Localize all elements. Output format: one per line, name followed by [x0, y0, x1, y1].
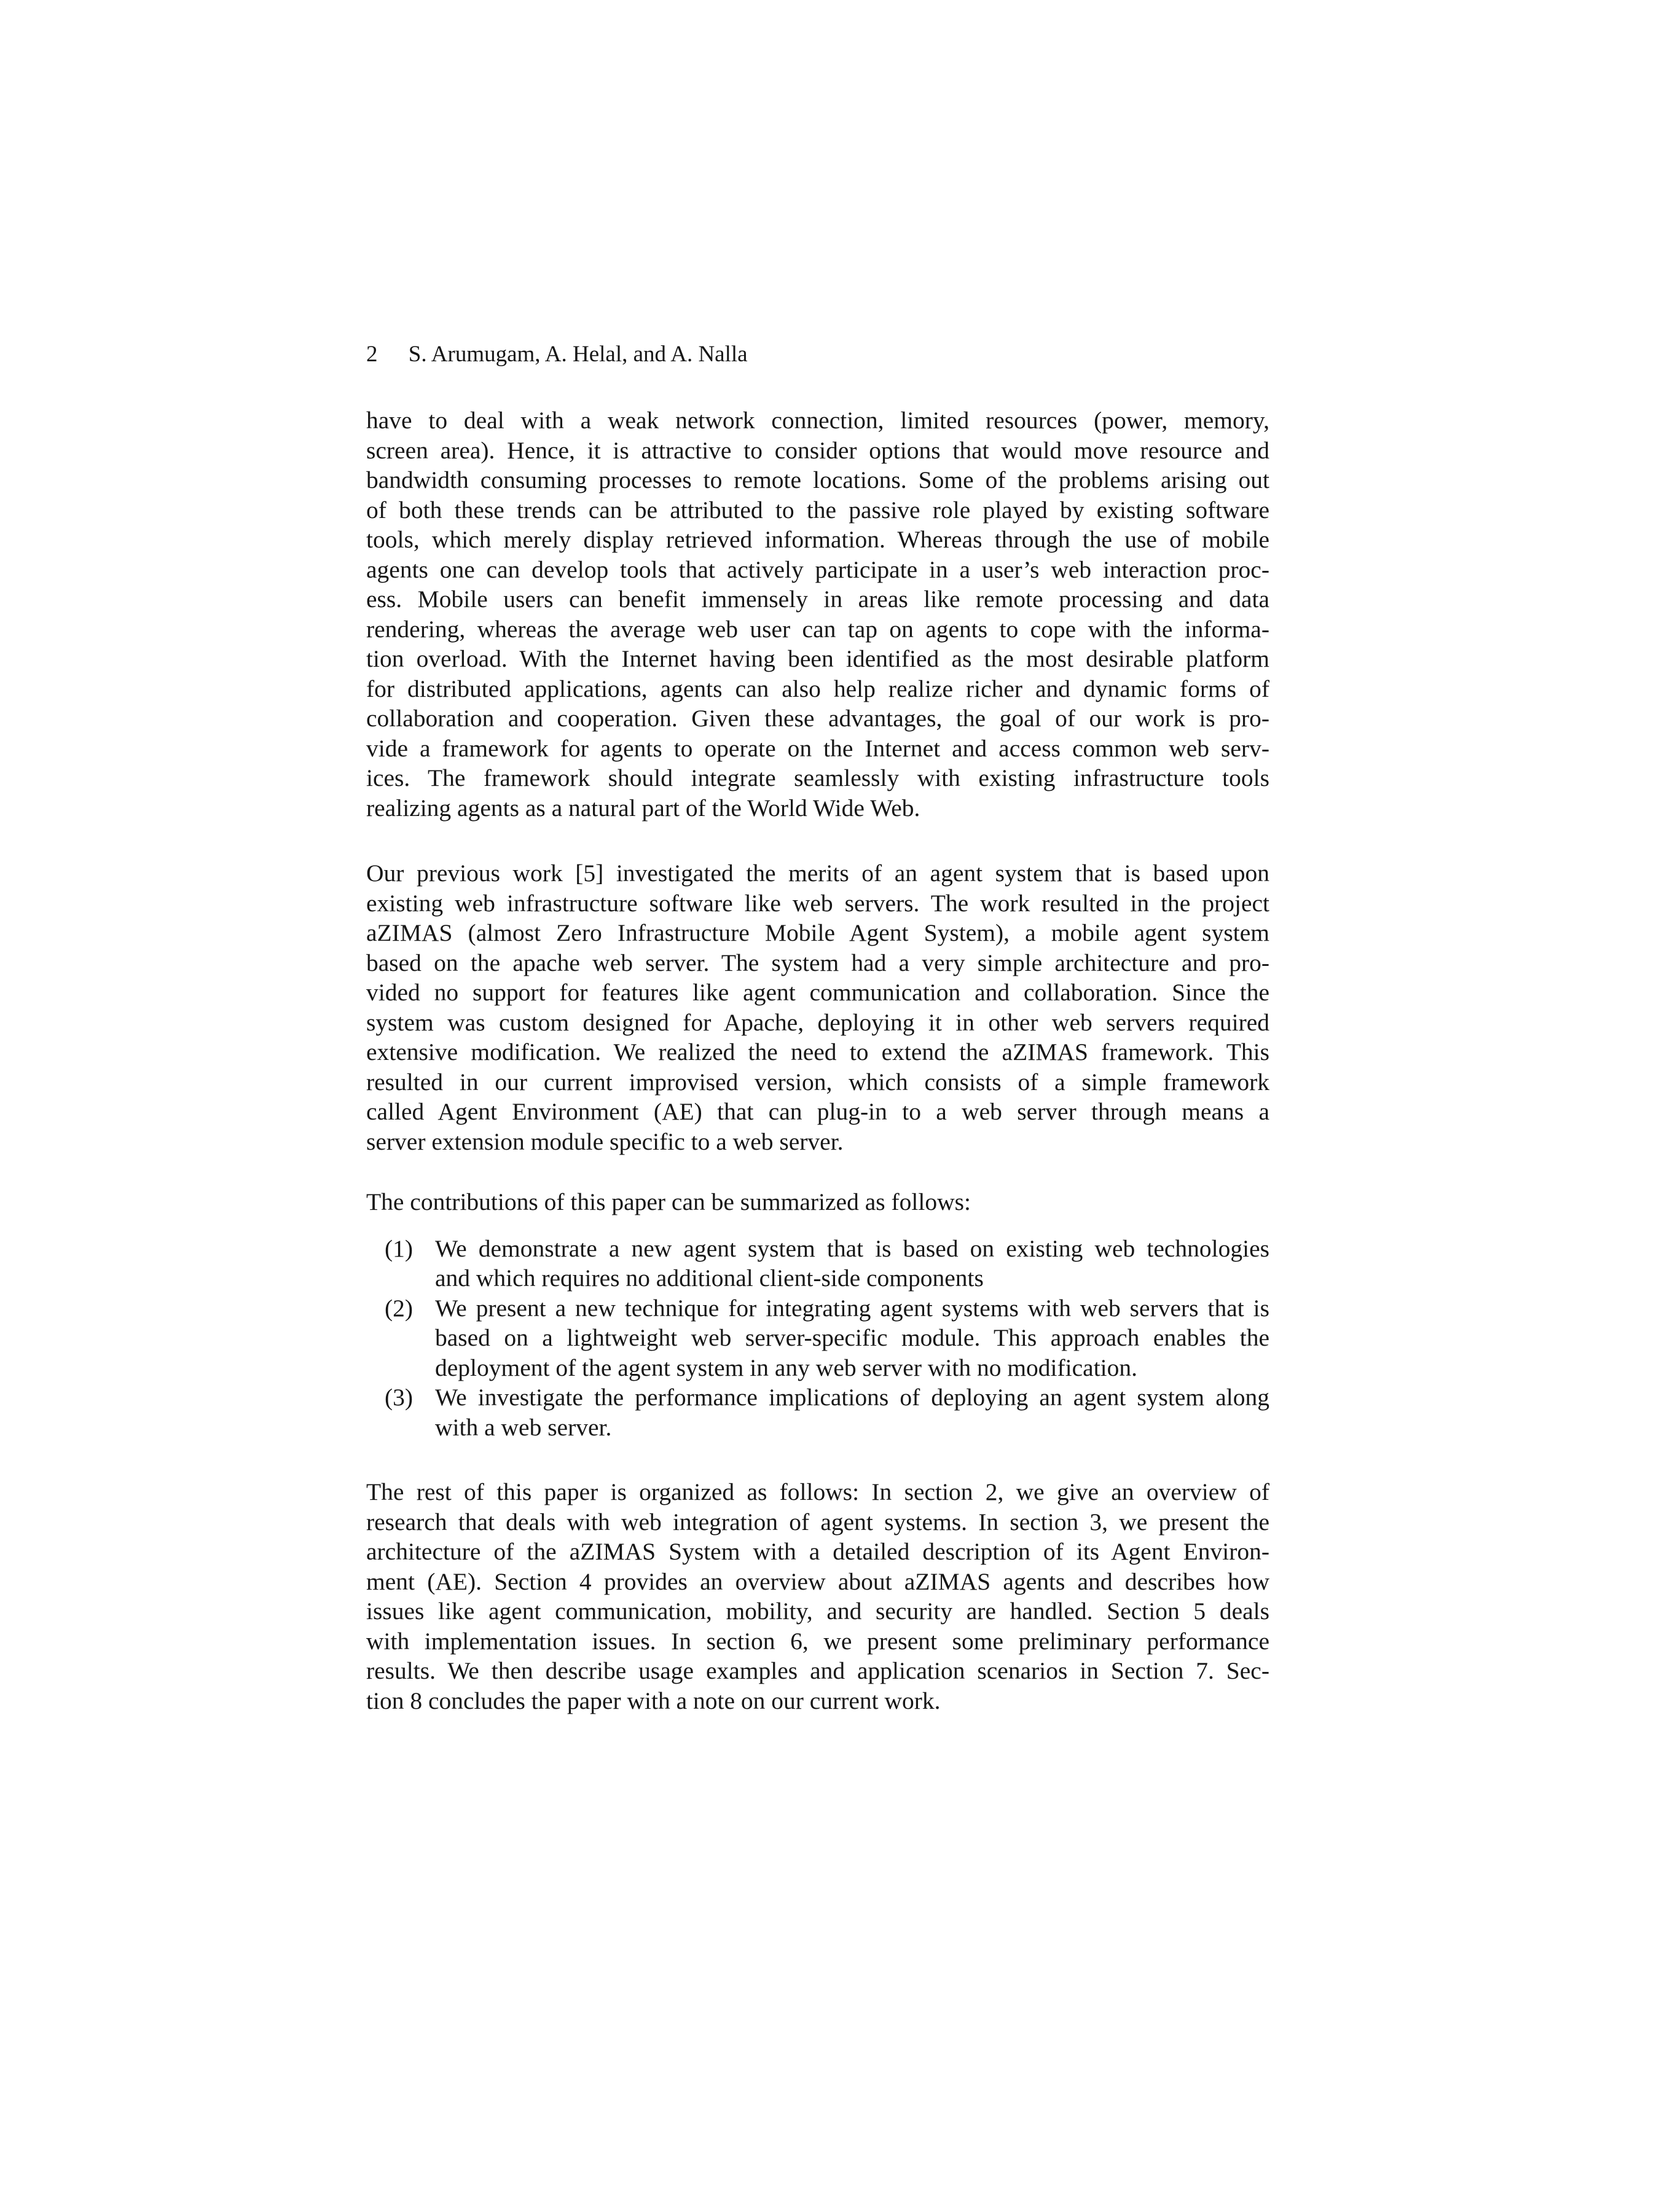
text-line: vided no support for features like agent communication and collaboration. Since the	[366, 979, 1269, 1006]
text-line: aZIMAS (almost Zero Infrastructure Mobile Agent System), a mobile agent system	[366, 919, 1269, 946]
text-line: extensive modification. We realized the need to extend the aZIMAS framework. This	[366, 1038, 1269, 1065]
text-line: vide a framework for agents to operate on the Internet and access common web serv-	[366, 734, 1269, 762]
text-line: ment (AE). Section 4 provides an overview about aZIMAS agents and describes how	[366, 1567, 1269, 1595]
list-item-marker: (2)	[385, 1294, 414, 1322]
text-line: ices. The framework should integrate seamlessly with existing infrastructure tools	[366, 764, 1269, 791]
page-body	[366, 406, 1269, 1716]
text-line: deployment of the agent system in any web server with no modification.	[435, 1354, 1138, 1381]
text-line: resulted in our current improvised version, which consists of a simple framework	[366, 1068, 1269, 1096]
text-line: realizing agents as a natural part of the World Wide Web.	[366, 794, 920, 822]
text-line: system was custom designed for Apache, deploying it in other web servers required	[366, 1008, 1269, 1036]
paragraph	[366, 406, 1269, 823]
text-line: with a web server.	[435, 1413, 612, 1441]
text-line: have to deal with a weak network connection, limited resources (power, memory,	[366, 407, 1269, 434]
text-line: and which requires no additional client-side components	[435, 1265, 984, 1292]
text-line: rendering, whereas the average web user can tap on agents to cope with the informa-	[366, 615, 1269, 643]
paragraph	[366, 858, 1269, 1156]
text-line: Our previous work [5] investigated the merits of an agent system that is based upon	[366, 860, 1269, 887]
text-line: server extension module specific to a web server.	[366, 1128, 844, 1155]
text-line: with implementation issues. In section 6, we present some preliminary performance	[366, 1627, 1269, 1655]
page-number: 2	[366, 342, 378, 367]
text-line: bandwidth consuming processes to remote locations. Some of the problems arising out	[366, 466, 1269, 493]
text-line: called Agent Environment (AE) that can plug-in to a web server through means a	[366, 1098, 1269, 1125]
text-line: The contributions of this paper can be summarized as follows:	[366, 1188, 971, 1215]
running-head-authors: S. Arumugam, A. Helal, and A. Nalla	[408, 342, 748, 367]
text-line: We demonstrate a new agent system that is based on existing web technologies	[435, 1234, 1269, 1262]
text-line: ess. Mobile users can benefit immensely in areas like remote processing and data	[366, 586, 1269, 613]
text-line: based on a lightweight web server-specific module. This approach enables the	[435, 1324, 1269, 1351]
list-item	[366, 1234, 1269, 1293]
text-line: We present a new technique for integrating agent systems with web servers that is	[435, 1294, 1269, 1322]
list-item	[366, 1382, 1269, 1442]
text-line: existing web infrastructure software like web servers. The work resulted in the project	[366, 889, 1269, 917]
text-line: tools, which merely display retrieved information. Whereas through the use of mobile	[366, 526, 1269, 553]
text-line: collaboration and cooperation. Given these advantages, the goal of our work is pro-	[366, 705, 1269, 732]
list-item-marker: (1)	[385, 1234, 414, 1262]
paragraph	[366, 1477, 1269, 1716]
text-line: We investigate the performance implications of deploying an agent system along	[435, 1384, 1269, 1411]
text-line: tion overload. With the Internet having been identified as the most desirable platform	[366, 645, 1269, 672]
text-line: The rest of this paper is organized as follows: In section 2, we give an overview of	[366, 1478, 1269, 1505]
numbered-list	[366, 1234, 1269, 1443]
text-line: issues like agent communication, mobility, and security are handled. Section 5 deals	[366, 1598, 1269, 1625]
list-item-marker: (3)	[385, 1384, 414, 1411]
text-line: architecture of the aZIMAS System with a detailed description of its Agent Environ-	[366, 1538, 1269, 1565]
text-line: of both these trends can be attributed to the passive role played by existing software	[366, 496, 1269, 524]
list-item	[366, 1293, 1269, 1383]
text-line: screen area). Hence, it is attractive to consider options that would move resource and	[366, 436, 1269, 464]
text-block	[366, 339, 1269, 1716]
text-line: results. We then describe usage examples and application scenarios in Section 7. Sec-	[366, 1657, 1269, 1684]
text-line: agents one can develop tools that actively participate in a user’s web interaction proc-	[366, 555, 1269, 583]
running-head	[366, 339, 1269, 369]
text-line: tion 8 concludes the paper with a note on our current work.	[366, 1687, 941, 1714]
text-line: for distributed applications, agents can also help realize richer and dynamic forms of	[366, 675, 1269, 702]
text-line: based on the apache web server. The system had a very simple architecture and pro-	[366, 949, 1269, 976]
paragraph	[366, 1187, 1269, 1217]
text-line: research that deals with web integration of agent systems. In section 3, we present the	[366, 1508, 1269, 1535]
